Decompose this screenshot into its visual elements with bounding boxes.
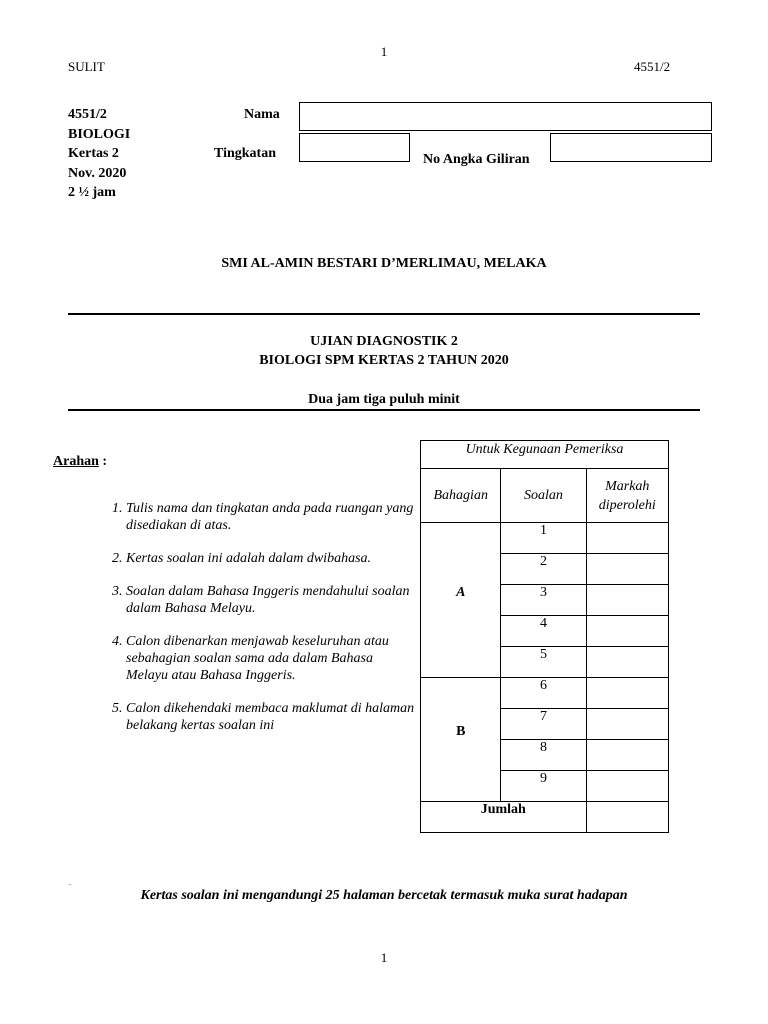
- marks-cell[interactable]: [586, 523, 669, 554]
- paper-duration: 2 ½ jam: [68, 185, 116, 200]
- index-number-label: No Angka Giliran: [423, 152, 530, 167]
- page-number-top: 1: [380, 44, 388, 59]
- question-number: 3: [501, 585, 586, 616]
- exam-duration: Dua jam tiga puluh minit: [308, 392, 460, 407]
- paper-info: [68, 105, 130, 203]
- marks-cell[interactable]: [586, 678, 669, 709]
- examiner-table: [420, 440, 669, 833]
- marks-cell[interactable]: [586, 616, 669, 647]
- instruction-item: 5. Calon dikehendaki membaca maklumat di halaman belakang kertas soalan ini: [126, 700, 416, 734]
- class-field[interactable]: [299, 133, 410, 162]
- instructions-heading-colon: :: [98, 454, 108, 469]
- name-field[interactable]: [299, 102, 712, 131]
- paper-subject: BIOLOGI: [68, 126, 131, 142]
- paper-code: 4551/2: [68, 107, 107, 122]
- divider-bottom: [68, 409, 700, 411]
- paper-number: Kertas 2: [68, 146, 119, 161]
- total-marks-cell[interactable]: [586, 802, 669, 833]
- question-number: 7: [501, 709, 586, 740]
- marks-cell[interactable]: [586, 771, 669, 802]
- header-left-label: SULIT: [68, 59, 105, 74]
- column-header-marks: Markah diperolehi: [586, 469, 669, 523]
- question-number: 1: [501, 523, 586, 554]
- question-number: 8: [501, 740, 586, 771]
- exam-title: UJIAN DIAGNOSTIK 2: [310, 334, 458, 349]
- divider-top: [68, 313, 700, 315]
- marks-cell[interactable]: [586, 709, 669, 740]
- column-header-question: Soalan: [501, 469, 586, 523]
- index-number-field[interactable]: [550, 133, 712, 162]
- class-label: Tingkatan: [214, 146, 276, 161]
- instruction-item: 1. Tulis nama dan tingkatan anda pada ruangan yang disediakan di atas.: [126, 500, 416, 534]
- question-number: 6: [501, 678, 586, 709]
- footer-dot: .: [69, 878, 71, 887]
- exam-subtitle: BIOLOGI SPM KERTAS 2 TAHUN 2020: [259, 353, 509, 368]
- question-number: 9: [501, 771, 586, 802]
- question-number: 2: [501, 554, 586, 585]
- instruction-item: 2. Kertas soalan ini adalah dalam dwibahasa.: [126, 550, 416, 567]
- marks-cell[interactable]: [586, 740, 669, 771]
- section-a-label: A: [421, 523, 501, 678]
- page-number-bottom: 1: [380, 950, 388, 965]
- marks-cell[interactable]: [586, 585, 669, 616]
- instructions-heading: [53, 452, 107, 472]
- column-header-section: Bahagian: [421, 469, 501, 523]
- paper-date: Nov. 2020: [68, 165, 127, 181]
- name-label: Nama: [244, 107, 280, 122]
- section-b-label: B: [421, 678, 501, 802]
- instructions-list: [90, 500, 416, 750]
- school-name: SMI AL-AMIN BESTARI D’MERLIMAU, MELAKA: [221, 256, 547, 271]
- instructions-heading-text: Arahan: [53, 454, 99, 469]
- instruction-item: 4. Calon dibenarkan menjawab keseluruhan atau sebahagian soalan sama ada dalam Bahasa Melayu atau Bahasa Inggeris.: [126, 633, 416, 684]
- examiner-table-caption: Untuk Kegunaan Pemeriksa: [421, 441, 669, 469]
- header-right-code: 4551/2: [634, 59, 671, 74]
- marks-cell[interactable]: [586, 554, 669, 585]
- footer-note: Kertas soalan ini mengandungi 25 halaman bercetak termasuk muka surat hadapan: [140, 888, 628, 903]
- instruction-item: 3. Soalan dalam Bahasa Inggeris mendahului soalan dalam Bahasa Melayu.: [126, 583, 416, 617]
- question-number: 5: [501, 647, 586, 678]
- marks-cell[interactable]: [586, 647, 669, 678]
- total-label: Jumlah: [421, 802, 587, 833]
- question-number: 4: [501, 616, 586, 647]
